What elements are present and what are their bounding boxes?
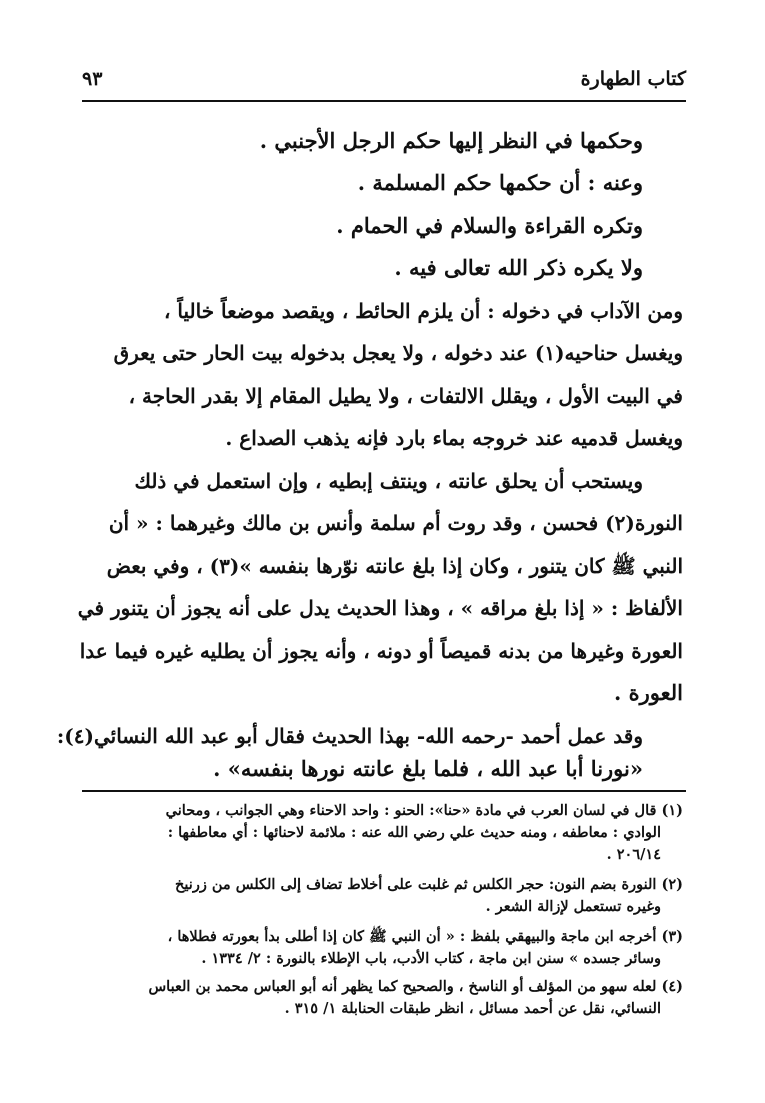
body-line: ويغسل قدميه عند خروجه بماء بارد فإنه يذهب الصداع . [225,426,683,450]
footnote-2: (٢) النورة بضم النون: حجر الكلس ثم غلبت على أخلاط تضاف إلى الكلس من زرنيخ [175,876,683,893]
body-line: النبي ﷺ كان يتنور ، وكان إذا بلغ عانته نوّرها بنفسه »(٣) ، وفي بعض [106,554,683,578]
body-line: العورة وغيرها من بدنه قميصاً أو دونه ، وأنه يجوز أن يطليه غيره فيما عدا [79,639,683,663]
footnote-3-continued: وسائر جسده » سنن ابن ماجة ، كتاب الأدب، باب الإطلاء بالنورة : ٢/ ١٣٣٤ . [201,950,661,967]
body-line: ويستحب أن يحلق عانته ، وينتف إبطيه ، وإن استعمل في ذلك [134,469,643,493]
chapter-title: كتاب الطهارة [580,68,686,90]
body-line: وقد عمل أحمد -رحمه الله- بهذا الحديث فقال أبو عبد الله النسائي(٤): [56,724,643,748]
body-line: العورة . [614,680,683,705]
footnote-1: (١) قال في لسان العرب في مادة «حنا»: الحنو : واحد الاحناء وهي الجوانب ، ومحاني [165,802,683,819]
body-line: ومن الآداب في دخوله : أن يلزم الحائط ، ويقصد موضعاً خالياً ، [163,299,683,323]
body-line: الألفاظ : « إذا بلغ مراقه » ، وهذا الحديث يدل على أنه يجوز أن يتنور في [77,596,683,620]
footnote-divider [82,790,686,792]
running-header [82,62,686,96]
body-line: «نورنا أبا عبد الله ، فلما بلغ عانته نورها بنفسه» . [213,756,643,781]
body-line: ولا يكره ذكر الله تعالى فيه . [394,255,643,280]
footnote-2-continued: وغيره تستعمل لإزالة الشعر . [485,898,661,915]
body-line: وحكمها في النظر إليها حكم الرجل الأجنبي . [259,128,643,153]
body-line: وعنه : أن حكمها حكم المسلمة . [357,170,643,195]
page-number: ٩٣ [82,68,103,90]
footnote-1-continued: الوادي : معاطفه ، ومنه حديث علي رضي الله عنه : ملائمة لاحنائها : أي معاطفها : [167,824,661,841]
footnote-1-reference: ٢٠٦/١٤ . [606,846,661,863]
footnote-4-continued: النسائي، نقل عن أحمد مسائل ، انظر طبقات الحنابلة ١/ ٣١٥ . [284,1000,661,1017]
body-line: وتكره القراءة والسلام في الحمام . [336,213,643,238]
body-line: في البيت الأول ، ويقلل الالتفات ، ولا يطيل المقام إلا بقدر الحاجة ، [128,384,683,408]
footnote-4: (٤) لعله سهو من المؤلف أو الناسخ ، والصحيح كما يظهر أنه أبو العباس محمد بن العباس [148,978,683,995]
footnote-3: (٣) أخرجه ابن ماجة والبيهقي بلفظ : « أن النبي ﷺ كان إذا أطلى بدأ بعورته فطلاها ، [167,928,683,945]
header-divider [82,100,686,102]
body-line: ويغسل حناحيه(١) عند دخوله ، ولا يعجل بدخوله بيت الحار حتى يعرق [113,341,683,365]
body-line: النورة(٢) فحسن ، وقد روت أم سلمة وأنس بن مالك وغيرهما : « أن [108,511,683,535]
